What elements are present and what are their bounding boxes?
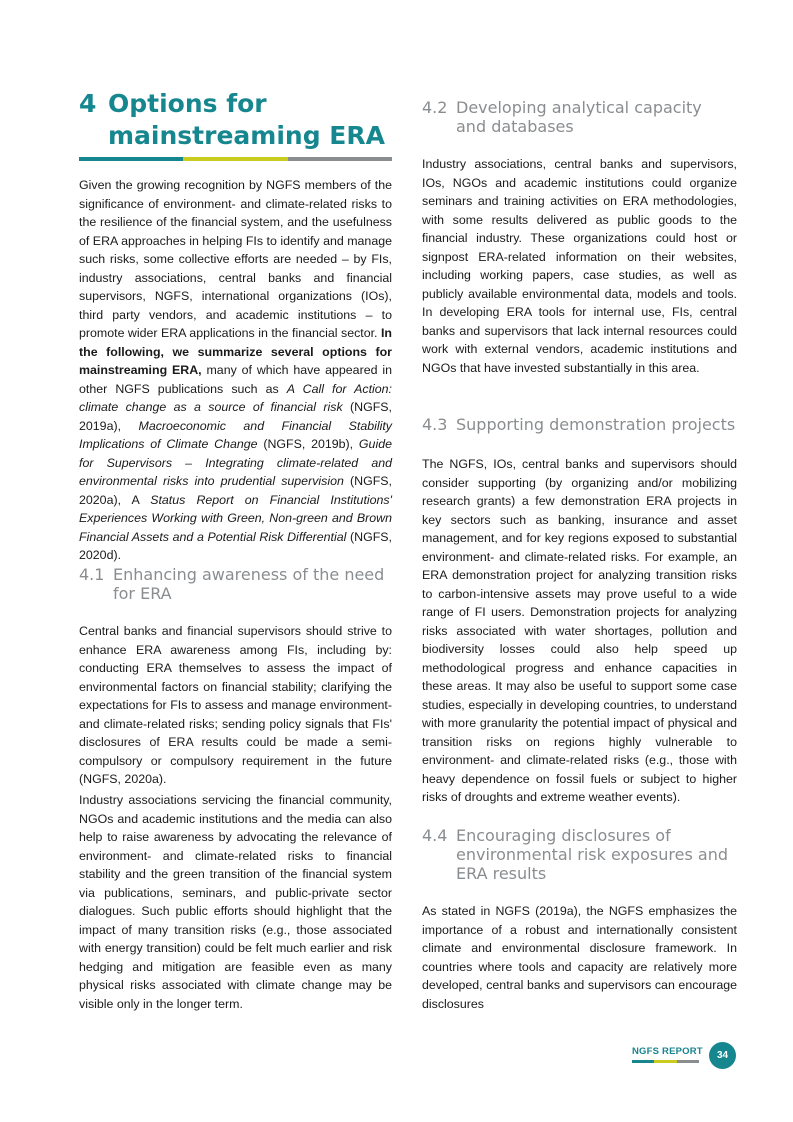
intro-paragraph: Given the growing recognition by NGFS members of the significance of environment- and climate-related risks to the resilience of the financial system, and the usefulness of ERA approaches in helping FIs to identify and manage such risks, some collective efforts are needed – by FIs, industry associations, central banks and financial supervisors, NGFS, international organizations (IOs), third party vendors, and academic institutions – to promote wider ERA applications in the financial sector. In the following, we summarize several options for mainstreaming ERA, many of which have appeared in other NGFS publications such as A Call for Action: climate change as a source of financial risk (NGFS, 2019a), Macroeconomic and Financial Stability Implications of Climate Change (NGFS, 2019b), Guide for Supervisors – Integrating climate-related and environmental risks into prudential supervision (NGFS, 2020a), A Status Report on Financial Institutions' Experiences Working with Green, Non-green and Brown Financial Assets and a Potential Risk Differential (NGFS, 2020d). [79, 178, 393, 562]
section-4-1-heading: 4.1 Enhancing awareness of the need for ERA [79, 565, 385, 603]
section-4-3-heading: 4.3 Supporting demonstration projects [422, 415, 736, 434]
section-4-2-heading: 4.2 Developing analytical capacity and databases [422, 98, 702, 136]
chapter-number: 4 [79, 89, 97, 118]
intro-bold-summary: In the following, we summarize several options for mainstreaming ERA, [79, 326, 392, 377]
chapter-divider-bar [79, 157, 392, 161]
publication-title: Guide for Supervisors – Integrating climate-related and environmental risks into prudential supervision [79, 437, 392, 488]
section-4-1-paragraph-1: Central banks and financial supervisors should strive to enhance ERA awareness among FIs, including by: conducting ERA themselves to assess the impact of environmental factors on financial stability; clarifying the expectations for FIs to assess and manage environment- and climate-related risks; sending policy signals that FIs' disclosures of ERA results could be made a semi-compulsory or compulsory requirement in the future (NGFS, 2020a). [79, 624, 392, 786]
chapter-title-line2: mainstreaming ERA [108, 121, 385, 150]
section-4-1-paragraph-2: Industry associations servicing the financial community, NGOs and academic institutions and the media can also help to raise awareness by advocating the relevance of environment- and climate-related risks to financial stability and the green transition of the financial system via publications, seminars, and public-private sector dialogues. Such public efforts should highlight that the impact of many transition risks (e.g., those associated with energy transition) could be felt much earlier and risk hedging and mitigation are feasible even as many physical risks associated with climate change may be visible only in the longer term. [79, 793, 392, 1011]
section-4-4-heading: 4.4 Encouraging disclosures of environmental risk exposures and ERA results [422, 826, 728, 883]
publication-title: Macroeconomic and Financial Stability Implications of Climate Change [79, 418, 392, 451]
footer-report-label: NGFS REPORT [632, 1046, 703, 1057]
publication-title: A Call for Action: climate change as a source of financial risk [79, 381, 393, 414]
footer-divider-bar [632, 1060, 699, 1063]
section-4-3-paragraph: The NGFS, IOs, central banks and supervisors should consider supporting (by organizing and/or mobilizing research grants) a few demonstration ERA projects in key sectors such as banking, insurance and asset management, and for key regions exposed to substantial environment- and climate-related risks. For example, an ERA demonstration project for analyzing transition risks to carbon-intensive assets may prove useful to a wide range of FI users. Demonstration projects for analyzing risks associated with water shortages, pollution and biodiversity losses could also help speed up methodological progress and enhance capacities in these areas. It may also be useful to support some case studies, especially in developing countries, to understand with more granularity the potential impact of physical and transition risks on regions highly vulnerable to environment- and climate-related risks (e.g., those with heavy dependence on fossil fuels or subject to higher risks of droughts and extreme weather events). [422, 457, 737, 804]
chapter-title [79, 88, 399, 152]
page-number-badge: 34 [709, 1042, 736, 1069]
publication-title: Status Report on Financial Institutions' Experiences Working with Green, Non-green and Brown Financial Assets and a Potential Risk Differential [79, 492, 392, 544]
section-4-2-paragraph: Industry associations, central banks and supervisors, IOs, NGOs and academic institutions could organize seminars and training activities on ERA methodologies, with some results delivered as public goods to the financial industry. These organizations could host or signpost ERA-related information on their websites, including working papers, case studies, as well as publicly available environmental data, models and tools. In developing ERA tools for internal use, FIs, central banks and supervisors that lack internal resources could work with external vendors, academic institutions and NGOs that have invested substantially in this area. [422, 157, 737, 375]
chapter-title-line1: Options for [108, 89, 267, 118]
section-4-4-paragraph: As stated in NGFS (2019a), the NGFS emphasizes the importance of a robust and internationally consistent climate and environmental disclosure framework. In countries where tools and capacity are relatively more developed, central banks and supervisors can encourage disclosures [422, 904, 737, 1011]
